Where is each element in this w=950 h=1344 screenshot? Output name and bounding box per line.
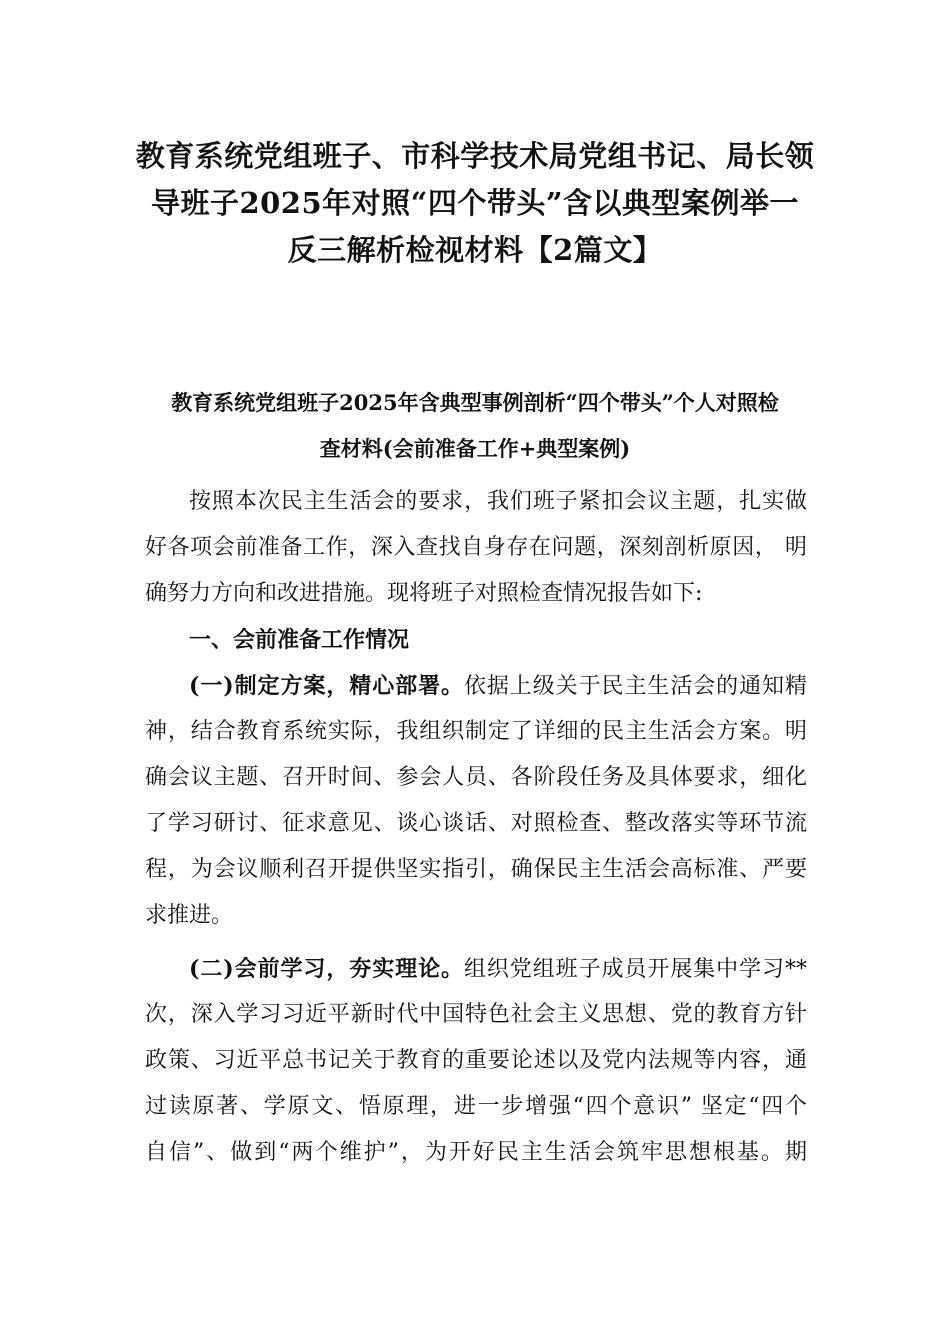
main-title: [120, 133, 830, 274]
sub-title-line-2: 查材料(会前准备工作+典型案例): [319, 436, 631, 461]
item-one-first-line-rest: 依据上级关于民主生活会的通知精: [463, 674, 807, 699]
sub-title-line-1: 教育系统党组班子2025年含典型事例剖析“四个带头”个人对照检: [171, 390, 779, 415]
intro-line-2: 好各项会前准备工作，深入查找自身存在问题，深刻剖析原因， 明: [145, 535, 807, 560]
main-title-line-3: 反三解析检视材料【2篇文】: [287, 233, 663, 267]
item-two-first-line-rest: 组织党组班子成员开展集中学习**: [463, 957, 807, 982]
item-one-line-4: 了学习研讨、征求意见、谈心谈话、对照检查、整改落实等环节流: [145, 811, 807, 836]
section-heading: 一、会前准备工作情况: [189, 627, 410, 653]
item-one-paragraph: [145, 663, 807, 939]
item-two-first-line: [145, 946, 807, 992]
body-text: [145, 479, 807, 1176]
item-two-line-4: 过读原著、学原文、悟原理，进一步增强“四个意识” 坚定“四个: [145, 1094, 807, 1119]
item-two-lead: (二)会前学习，夯实理论。: [189, 956, 464, 982]
item-two-line-5: 自信”、做到“两个维护”，为开好民主生活会筑牢思想根基。期: [145, 1140, 807, 1165]
item-two-line-2: 次，深入学习习近平新时代中国特色社会主义思想、党的教育方针: [145, 1002, 807, 1027]
intro-paragraph: [145, 479, 807, 617]
item-two-line-3: 政策、习近平总书记关于教育的重要论述以及党内法规等内容，通: [145, 1048, 807, 1073]
item-one-line-5: 程，为会议顺利召开提供坚实指引，确保民主生活会高标准、严要: [145, 857, 807, 882]
intro-line-3: 确努力方向和改进措施。现将班子对照检查情况报告如下:: [145, 581, 703, 606]
main-title-line-2: 导班子2025年对照“四个带头”含以典型案例举一: [150, 186, 800, 220]
intro-line-1: 按照本次民主生活会的要求，我们班子紧扣会议主题，扎实做: [189, 489, 807, 514]
item-one-lead: (一)制定方案，精心部署。: [189, 673, 464, 699]
main-title-line-1: 教育系统党组班子、市科学技术局党组书记、局长领: [135, 139, 815, 173]
paragraph-gap: [145, 939, 807, 946]
item-one-line-2: 神，结合教育系统实际，我组织制定了详细的民主生活会方案。明: [145, 719, 807, 744]
item-two-paragraph: [145, 946, 807, 1176]
item-one-first-line: [145, 663, 807, 709]
item-one-line-3: 确会议主题、召开时间、参会人员、各阶段任务及具体要求，细化: [145, 765, 807, 790]
item-one-line-6: 求推进。: [145, 903, 234, 928]
sub-title: [120, 380, 830, 472]
